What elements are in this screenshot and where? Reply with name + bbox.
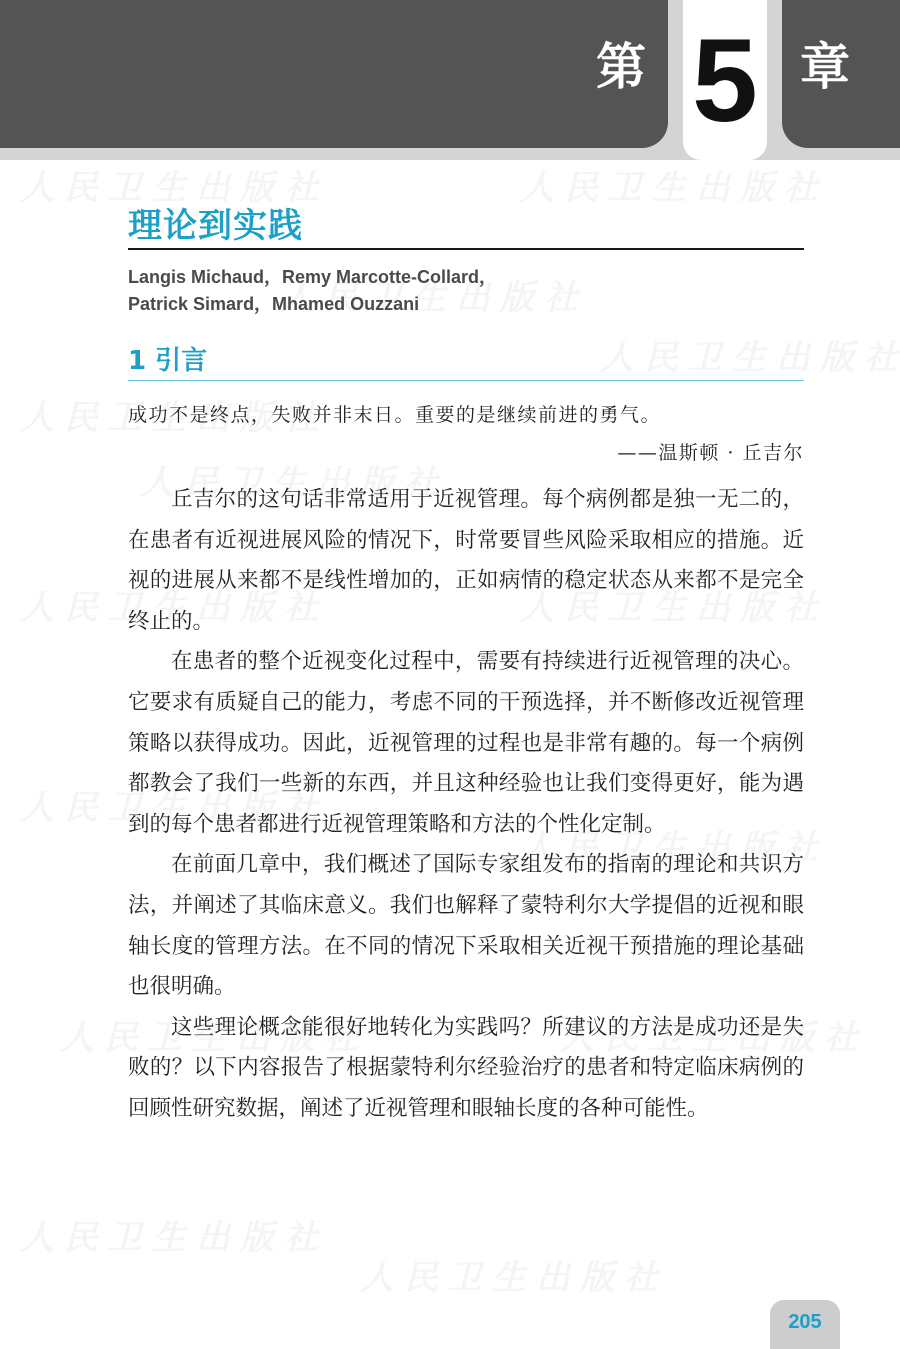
paragraph: 丘吉尔的这句话非常适用于近视管理。每个病例都是独一无二的，在患者有近视进展风险的情况下，时常要冒些风险采取相应的措施。近视的进展从来都不是线性增加的，正如病情的稳定状态从来都不是完全终止的。: [128, 487, 804, 634]
epigraph-attribution: ——温斯顿 · 丘吉尔: [617, 442, 804, 464]
paragraph: 在患者的整个近视变化过程中，需要有持续进行近视管理的决心。它要求有质疑自己的能力，考虑不同的干预选择，并不断修改近视管理策略以获得成功。因此，近视管理的过程也是非常有趣的。每一个病例都教会了我们一些新的东西，并且这种经验也让我们变得更好，能为遇到的每个患者都进行近视管理策略和方法的个性化定制。: [128, 649, 804, 837]
paragraph: 在前面几章中，我们概述了国际专家组发布的指南的理论和共识方法，并阐述了其临床意义。我们也解释了蒙特利尔大学提倡的近视和眼轴长度的管理方法。在不同的情况下采取相关近视干预措施的理论基础也很明确。: [128, 852, 804, 1000]
section-heading: 1 引言: [128, 346, 208, 376]
body-text: [128, 480, 804, 1130]
watermark-text: [20, 1210, 328, 1259]
chapter-suffix: 章: [800, 38, 850, 96]
title-divider: [128, 248, 804, 250]
watermark-text: [600, 330, 900, 379]
page-number: 205: [770, 1300, 840, 1349]
epigraph-quote: 成功不是终点，失败并非末日。重要的是继续前进的勇气。: [128, 404, 662, 426]
watermark-text: [520, 160, 828, 209]
section-divider: [128, 380, 804, 381]
author-line: Langis Michaud，Remy Marcotte-Collard，: [128, 267, 498, 287]
author-line: Patrick Simard，Mhamed Ouzzani: [128, 294, 420, 314]
chapter-prefix: 第: [596, 38, 646, 96]
watermark-text: [360, 1250, 668, 1299]
paragraph: 这些理论概念能很好地转化为实践吗？所建议的方法是成功还是失败的？以下内容报告了根据蒙特利尔经验治疗的患者和特定临床病例的回顾性研究数据，阐述了近视管理和眼轴长度的各种可能性。: [128, 1014, 804, 1121]
author-list: [128, 264, 497, 318]
chapter-header-left-panel: [0, 0, 668, 148]
chapter-number: 5: [692, 15, 758, 147]
chapter-title: 理论到实践: [128, 206, 303, 246]
